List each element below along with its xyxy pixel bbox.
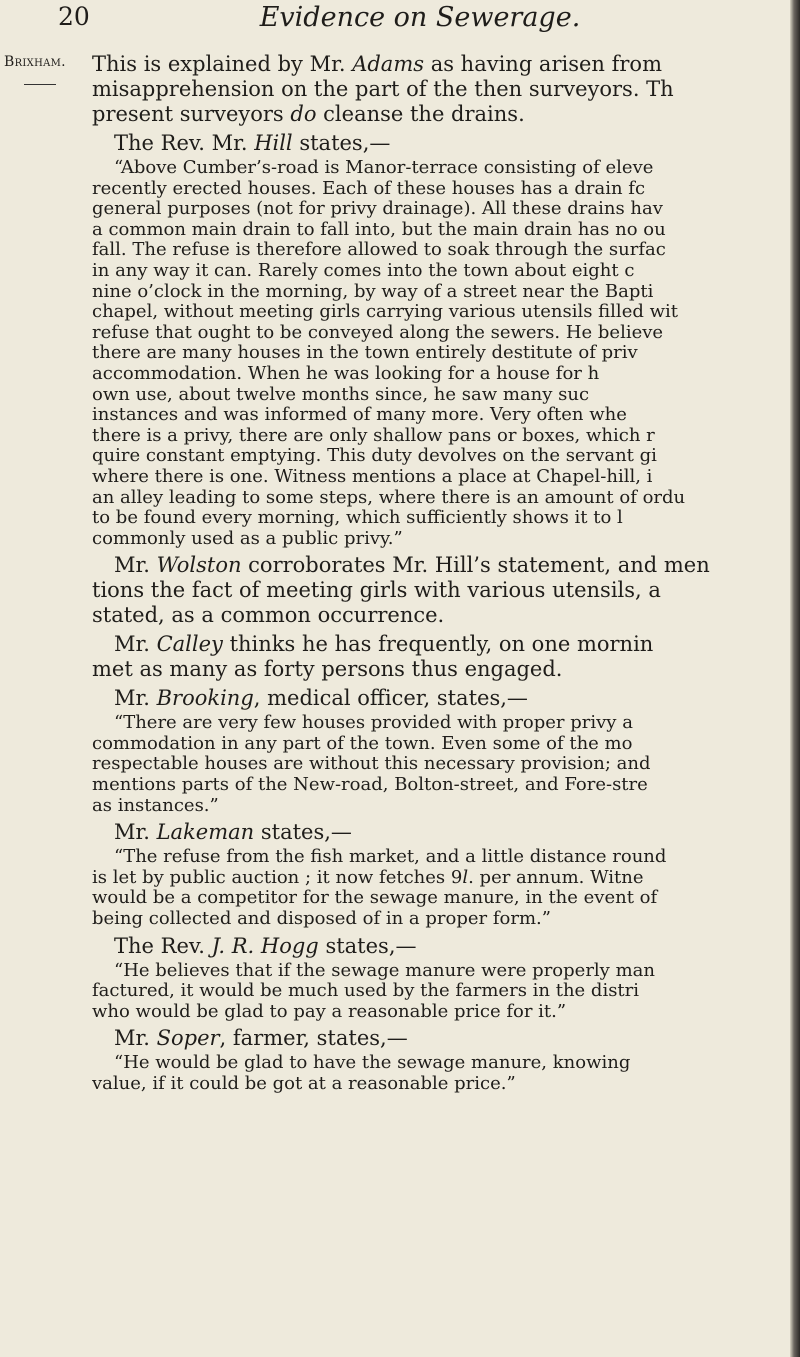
text-run: own use, about twelve months since, he saw many suc bbox=[92, 383, 590, 405]
text-run: who would be glad to pay a reasonable price for it.” bbox=[92, 1000, 567, 1022]
text-run: commodation in any part of the town. Even some of the mo bbox=[92, 732, 633, 754]
text-run: cleanse the drains. bbox=[316, 102, 525, 126]
text-run: corroborates Mr. Hill’s statement, and men bbox=[241, 553, 710, 578]
text-run: nine o’clock in the morning, by way of a street near the Bapti bbox=[92, 280, 654, 302]
text-line bbox=[92, 961, 792, 982]
text-run: “The refuse from the fish market, and a little distance round bbox=[114, 846, 667, 868]
text-run: “He believes that if the sewage manure were properly man bbox=[114, 959, 655, 981]
text-run: to be found every morning, which sufficiently shows it to l bbox=[92, 507, 623, 529]
text-line bbox=[92, 323, 792, 344]
text-line bbox=[92, 657, 792, 682]
text-run: states,— bbox=[318, 933, 417, 958]
text-line bbox=[92, 77, 792, 102]
text-line bbox=[92, 754, 792, 775]
text-line bbox=[92, 1074, 792, 1095]
text-line bbox=[92, 868, 792, 889]
text-run: , medical officer, states,— bbox=[253, 686, 528, 711]
text-line bbox=[92, 385, 792, 406]
text-run: stated, as a common occurrence. bbox=[92, 603, 445, 628]
text-run: in any way it can. Rarely comes into the town about eight c bbox=[92, 259, 635, 281]
text-line bbox=[92, 603, 792, 628]
text-run: Mr. bbox=[114, 632, 157, 657]
text-run: The Rev. Mr. bbox=[114, 131, 255, 155]
text-line bbox=[92, 934, 792, 959]
text-run: would be a competitor for the sewage manure, in the event of bbox=[92, 887, 658, 909]
text-run: Mr. bbox=[114, 686, 157, 711]
text-line bbox=[92, 632, 792, 657]
text-line bbox=[92, 405, 792, 426]
text-run: accommodation. When he was looking for a house for h bbox=[92, 362, 600, 384]
text-line bbox=[92, 179, 792, 200]
text-run: Mr. bbox=[114, 1026, 157, 1051]
text-line bbox=[92, 1026, 792, 1051]
text-line bbox=[92, 981, 792, 1002]
text-line bbox=[92, 446, 792, 467]
text-line bbox=[92, 1002, 792, 1023]
text-run: there is a privy, there are only shallow pans or boxes, which r bbox=[92, 424, 655, 446]
text-line bbox=[92, 426, 792, 447]
text-run: met as many as forty persons thus engaged. bbox=[92, 657, 563, 682]
text-line bbox=[92, 553, 792, 578]
text-line bbox=[92, 199, 792, 220]
text-line bbox=[92, 131, 792, 156]
text-line bbox=[92, 261, 792, 282]
text-line bbox=[92, 686, 792, 711]
text-line bbox=[92, 775, 792, 796]
text-run: general purposes (not for privy drainage). All these drains hav bbox=[92, 198, 663, 220]
text-run: thinks he has frequently, on one mornin bbox=[222, 632, 654, 657]
text-line bbox=[92, 713, 792, 734]
text-line bbox=[92, 734, 792, 755]
text-run: a common main drain to fall into, but the main drain has no ou bbox=[92, 218, 666, 240]
page-header bbox=[0, 2, 780, 42]
binding-gutter bbox=[790, 0, 800, 1357]
margin-note: Brixham. bbox=[4, 54, 66, 70]
text-run: refuse that ought to be conveyed along the sewers. He believe bbox=[92, 321, 664, 343]
text-run: as having arisen from bbox=[424, 52, 662, 76]
text-line bbox=[92, 102, 792, 127]
italic-name: J. R. Hogg bbox=[211, 933, 319, 958]
text-line bbox=[92, 158, 792, 179]
text-run: respectable houses are without this necessary provision; and bbox=[92, 753, 651, 775]
text-run: recently erected houses. Each of these houses has a drain fc bbox=[92, 177, 646, 199]
text-run: quire constant emptying. This duty devolves on the servant gi bbox=[92, 445, 657, 467]
text-line bbox=[92, 529, 792, 550]
italic-name: Brooking bbox=[156, 686, 254, 711]
text-run: mentions parts of the New-road, Bolton-street, and Fore-stre bbox=[92, 774, 648, 796]
text-run: present surveyors bbox=[92, 102, 291, 126]
text-run: , farmer, states,— bbox=[219, 1026, 408, 1051]
text-line bbox=[92, 578, 792, 603]
text-run: is let by public auction ; it now fetches 9 bbox=[92, 866, 463, 888]
text-line bbox=[92, 282, 792, 303]
text-line bbox=[92, 220, 792, 241]
text-run: states,— bbox=[292, 131, 391, 155]
italic-name: Calley bbox=[156, 632, 223, 657]
text-run: Mr. bbox=[114, 553, 157, 578]
text-run: an alley leading to some steps, where there is an amount of ordu bbox=[92, 486, 686, 508]
running-title: Evidence on Sewerage. bbox=[259, 2, 581, 33]
text-run: . per annum. Witne bbox=[468, 866, 644, 888]
text-run: commonly used as a public privy.” bbox=[92, 527, 403, 549]
text-run: being collected and disposed of in a proper form.” bbox=[92, 908, 551, 930]
text-line bbox=[92, 820, 792, 845]
text-line bbox=[92, 909, 792, 930]
text-line bbox=[92, 488, 792, 509]
text-line bbox=[92, 240, 792, 261]
text-run: Mr. bbox=[114, 820, 157, 845]
text-line bbox=[92, 508, 792, 529]
text-line bbox=[92, 364, 792, 385]
text-run: states,— bbox=[254, 820, 352, 845]
text-line bbox=[92, 1053, 792, 1074]
text-run: fall. The refuse is therefore allowed to soak through the surfac bbox=[92, 239, 666, 261]
italic-name: l bbox=[462, 866, 469, 888]
text-run: value, if it could be got at a reasonable price.” bbox=[92, 1073, 516, 1094]
italic-name: Adams bbox=[352, 52, 425, 76]
text-line bbox=[92, 302, 792, 323]
text-line bbox=[92, 52, 792, 77]
text-run: tions the fact of meeting girls with various utensils, a bbox=[92, 578, 661, 603]
text-run: This is explained by Mr. bbox=[92, 52, 353, 76]
italic-name: Wolston bbox=[156, 553, 242, 578]
text-run: where there is one. Witness mentions a place at Chapel-hill, i bbox=[92, 465, 653, 487]
margin-note-rule bbox=[24, 84, 56, 85]
body-text bbox=[92, 52, 792, 1095]
text-run: chapel, without meeting girls carrying various utensils filled wit bbox=[92, 301, 678, 323]
text-line bbox=[92, 847, 792, 868]
text-run: “There are very few houses provided with proper privy a bbox=[114, 712, 633, 734]
text-run: as instances.” bbox=[92, 794, 219, 816]
text-run: “He would be glad to have the sewage manure, knowing bbox=[114, 1052, 631, 1074]
page-number: 20 bbox=[58, 2, 90, 31]
text-run: factured, it would be much used by the farmers in the distri bbox=[92, 980, 640, 1002]
text-line bbox=[92, 343, 792, 364]
text-run: misapprehension on the part of the then surveyors. Th bbox=[92, 77, 674, 101]
text-run: instances and was informed of many more. Very often whe bbox=[92, 404, 627, 426]
text-run: The Rev. bbox=[114, 933, 212, 958]
text-line bbox=[92, 796, 792, 817]
text-line bbox=[92, 888, 792, 909]
text-run: “Above Cumber’s-road is Manor-terrace consisting of eleve bbox=[114, 157, 654, 178]
italic-name: Hill bbox=[254, 131, 293, 155]
italic-name: Soper bbox=[156, 1026, 220, 1051]
text-line bbox=[92, 467, 792, 488]
italic-name: Lakeman bbox=[156, 820, 255, 845]
italic-name: do bbox=[290, 102, 317, 126]
text-run: there are many houses in the town entirely destitute of priv bbox=[92, 342, 638, 364]
